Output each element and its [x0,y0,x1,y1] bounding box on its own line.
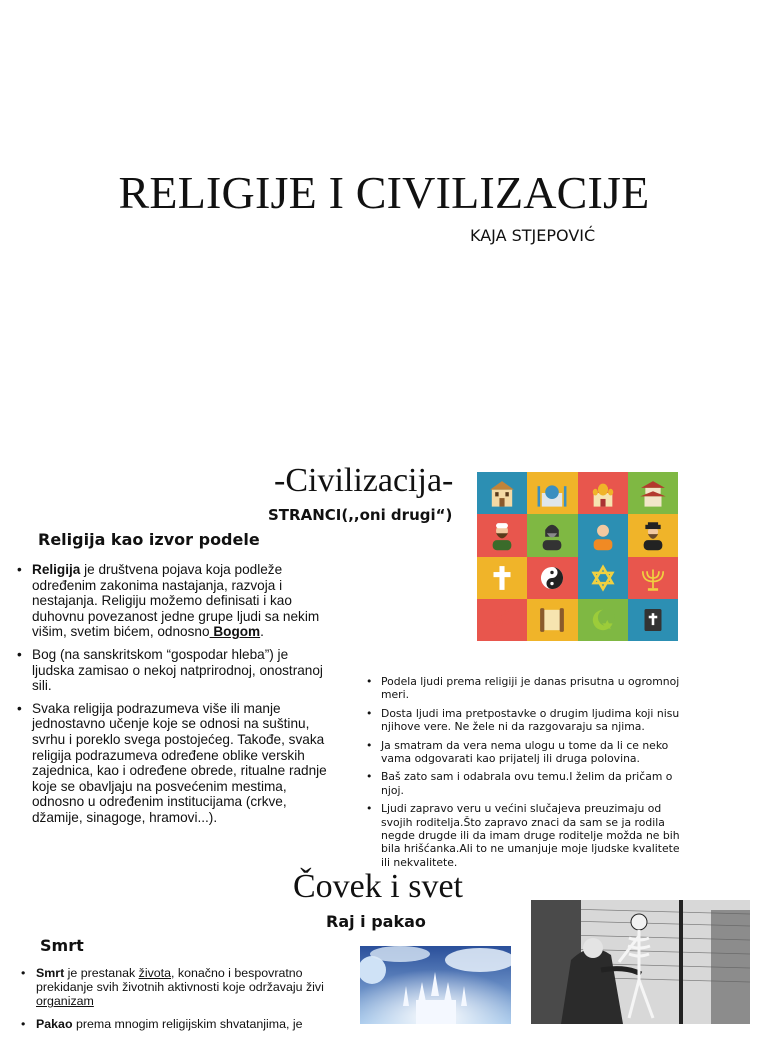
tile-cross-icon [477,557,527,599]
raj-i-pakao-subtitle: Raj i pakao [326,912,426,931]
bold-smrt: Smrt [36,966,65,980]
tile-rabbi-icon [628,514,678,556]
opinion-item: • Baš zato sam i odabrala ovu temu.I želim da pričam o njoj. [364,770,680,797]
tile-cathedral-icon [578,472,628,514]
religion-definition-text: je društvena pojava koja podleže određenim zakonima nastajanja, razvoja i nestajanja. Religiju možemo definisati i kao duhovnu povezanost jedne grupe ljudi sa nekim višim, svetim bićem, odnosno [32,562,320,640]
opinion-item: • Podela ljudi prema religiji je danas prisutna u ogromnoj meri. [364,675,680,702]
opinion-bullets [364,675,680,874]
tile-om-icon [477,599,527,641]
bold-pakao: Pakao [36,1016,73,1031]
tile-scroll-icon [527,599,577,641]
religion-icons-image [477,472,678,641]
death-text-b: , konačno i bespovratno prekidanje svih životnih aktivnosti koje održavaju živi [36,966,324,995]
bullet-religion-teaching: • Svaka religija podrazumeva više ili manje jednostavno učenje koje se odnosi na suštinu, svrhu i poreklo svega postojećeg. Takođe, svaka religija podrazumeva određene oblike verskih zajednica, kao i određene obrede, ritualne radnje koje se obavljaju na posvećenim mestima, odnosno u određenim institucijama (crkve, džamije, sinagoge, hramovi...). [16,701,334,826]
smrt-heading: Smrt [40,936,84,955]
zivota-link[interactable]: života [138,966,171,980]
hell-text: prema mnogim religijskim shvatanjima, je [72,1016,303,1031]
religion-bullets [16,562,334,833]
opinion-item: • Dosta ljudi ima pretpostavke o drugim ljudima koji nisu njihove vere. Ne žele ni da razgovaraju sa njima. [364,707,680,734]
author-name: KAJA STJEPOVIĆ [470,226,596,245]
tile-crescent-icon [578,599,628,641]
civilizacija-title: -Civilizacija- [274,462,454,499]
svg-text:ॐ: ॐ [492,608,512,633]
tile-priest-icon [527,514,577,556]
tile-bible-icon [628,599,678,641]
tile-menorah-icon [628,557,678,599]
tile-imam-icon [477,514,527,556]
tile-monk-icon [578,514,628,556]
opinion-item: • Ljudi zapravo veru u većini slučajeva preuzimaju od svojih roditelja.Što zapravo znaci da sam se ja rodila negde drugde ili da imam druge roditelje možda ne bih bila hrišćanka.Ali to ne umanjuje moje ljudske kvalitete ili nekvalitete. [364,802,680,869]
tile-church-icon [477,472,527,514]
bullet-religion-definition [16,562,334,640]
opinion-item: • Ja smatram da vera nema ulogu u tome da li ce neko vama odgovarati kao prijatelj ili druga polovina. [364,739,680,766]
bullet-god-definition: • Bog (na sanskritskom “gospodar hleba”) je ljudska zamisao o nekoj natprirodnoj, onostranoj sili. [16,647,334,694]
covek-i-svet-title: Čovek i svet [293,868,463,905]
death-bullets [20,966,338,1039]
religion-heading: Religija kao izvor podele [38,530,260,549]
heaven-image [360,946,511,1024]
tile-mosque-icon [527,472,577,514]
bullet-death-definition [20,966,338,1009]
organizam-link[interactable]: organizam [36,994,94,1009]
tile-star-of-david-icon [578,557,628,599]
tile-yin-yang-icon [527,557,577,599]
slide-title: RELIGIJE I CIVILIZACIJE [118,167,650,218]
death-text-a: je prestanak [64,966,139,980]
stranci-subtitle: STRANCI(,,oni drugi“) [268,506,453,524]
bogom-link[interactable]: Bogom [209,624,261,640]
bold-religija: Religija [32,562,81,577]
period: . [260,624,264,640]
skeleton-engraving-image [531,900,750,1024]
tile-pagoda-icon [628,472,678,514]
